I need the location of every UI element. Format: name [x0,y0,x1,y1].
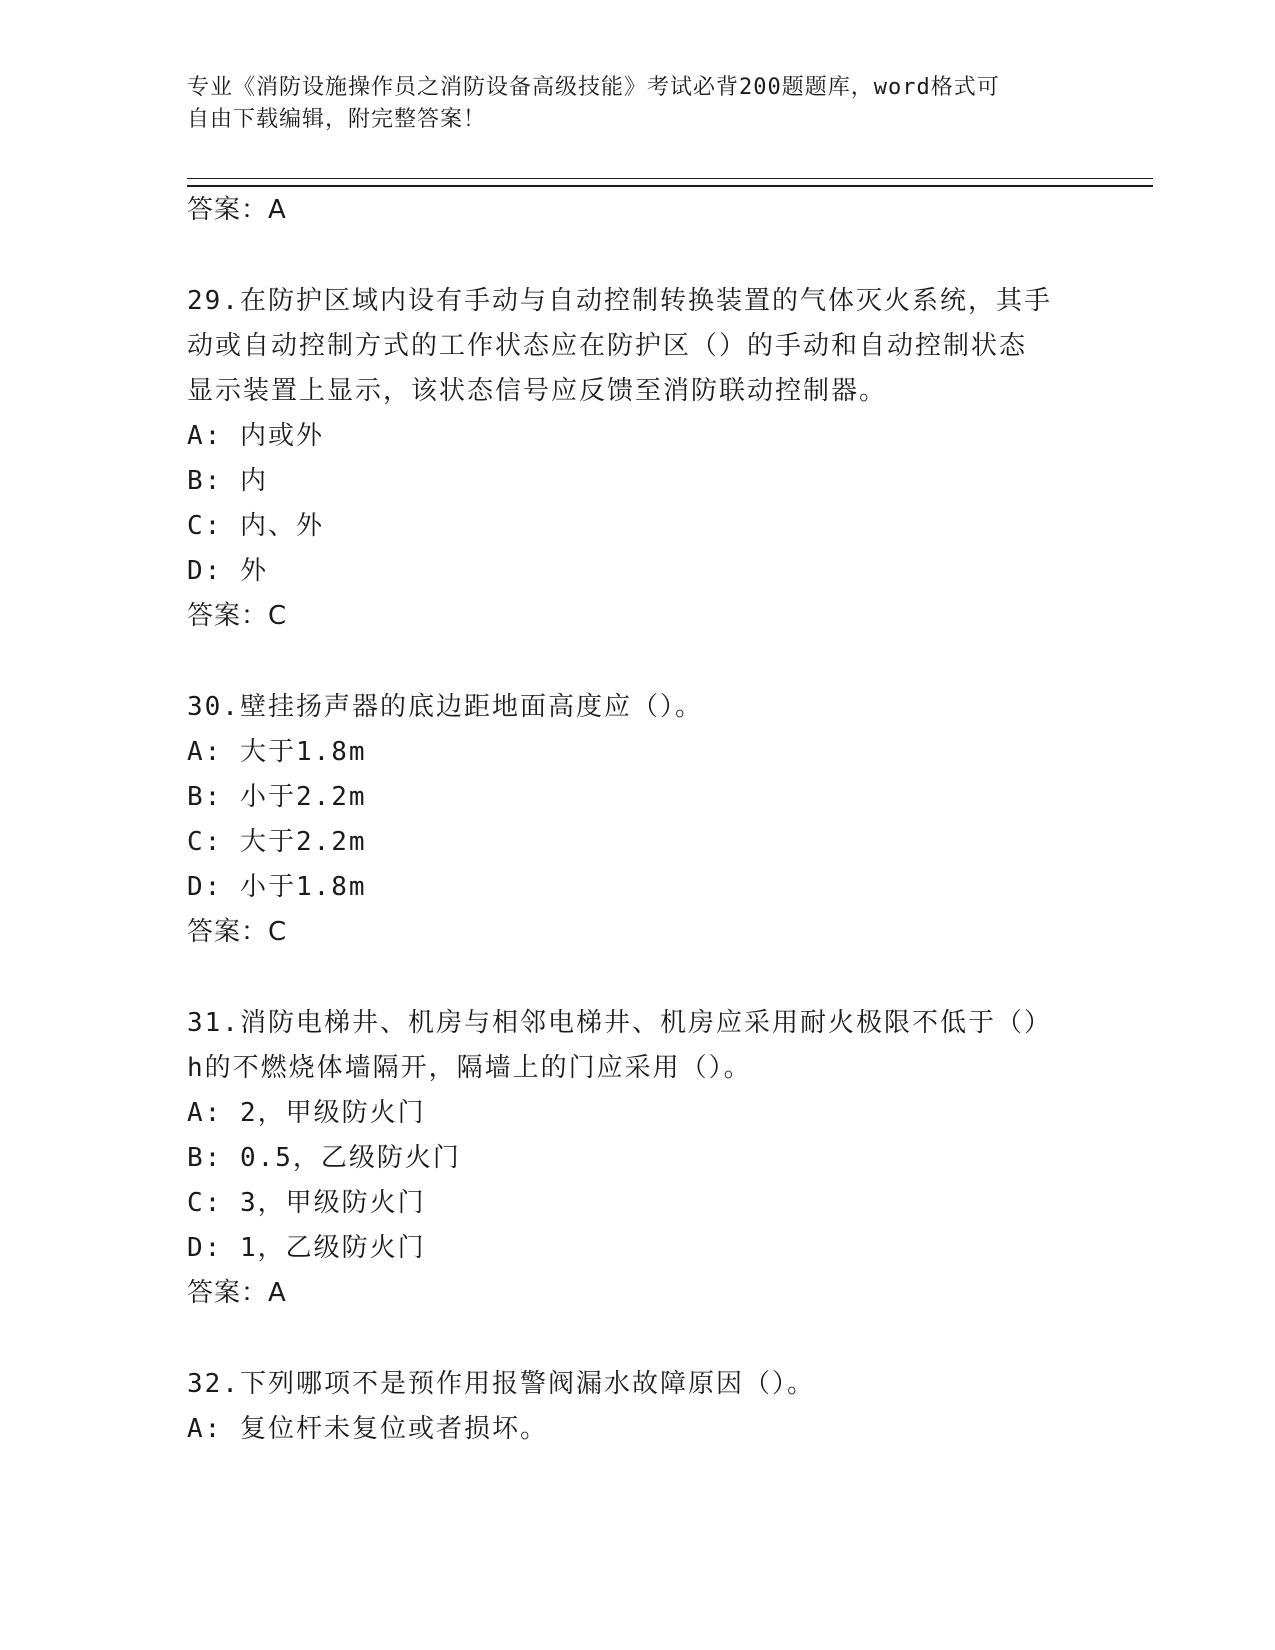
question-text: 29.在防护区域内设有手动与自动控制转换装置的气体灭火系统，其手 [187,286,1052,316]
option-d: D: 小于1.8m [187,872,367,902]
header-line-1: 专业《消防设施操作员之消防设备高级技能》考试必背200题题库，word格式可 [187,75,1000,100]
document-header [187,72,1067,136]
question-text: 显示装置上显示，该状态信号应反馈至消防联动控制器。 [187,376,888,406]
answer-line: 答案：C [187,601,288,631]
header-divider [187,178,1153,187]
option-b: B: 0.5，乙级防火门 [187,1143,461,1173]
question-text: h的不燃烧体墙隔开，隔墙上的门应采用（）。 [187,1053,752,1083]
option-b: B: 小于2.2m [187,782,367,812]
answer-line: 答案：A [187,195,287,225]
question-32 [187,1362,1067,1452]
answer-line: 答案：A [187,1278,287,1308]
option-d: D: 1，乙级防火门 [187,1233,426,1263]
question-text: 动或自动控制方式的工作状态应在防护区（）的手动和自动控制状态 [187,331,1028,361]
option-c: C: 3，甲级防火门 [187,1188,426,1218]
question-text: 32.下列哪项不是预作用报警阀漏水故障原因（）。 [187,1369,815,1399]
question-31 [187,1001,1067,1316]
question-30 [187,685,1067,955]
option-a: A: 2，甲级防火门 [187,1098,426,1128]
answer-line: 答案：C [187,917,288,947]
option-a: A: 大于1.8m [187,737,367,767]
question-29 [187,279,1067,639]
option-c: C: 大于2.2m [187,827,367,857]
header-line-2: 自由下载编辑，附完整答案！ [187,107,487,132]
option-a: A: 复位杆未复位或者损坏。 [187,1414,548,1444]
question-text: 30.壁挂扬声器的底边距地面高度应（）。 [187,692,703,722]
document-body [187,188,1067,1498]
option-c: C: 内、外 [187,511,324,541]
option-a: A: 内或外 [187,421,324,451]
option-b: B: 内 [187,466,268,496]
option-d: D: 外 [187,556,268,586]
question-text: 31.消防电梯井、机房与相邻电梯井、机房应采用耐火极限不低于（） [187,1008,1052,1038]
